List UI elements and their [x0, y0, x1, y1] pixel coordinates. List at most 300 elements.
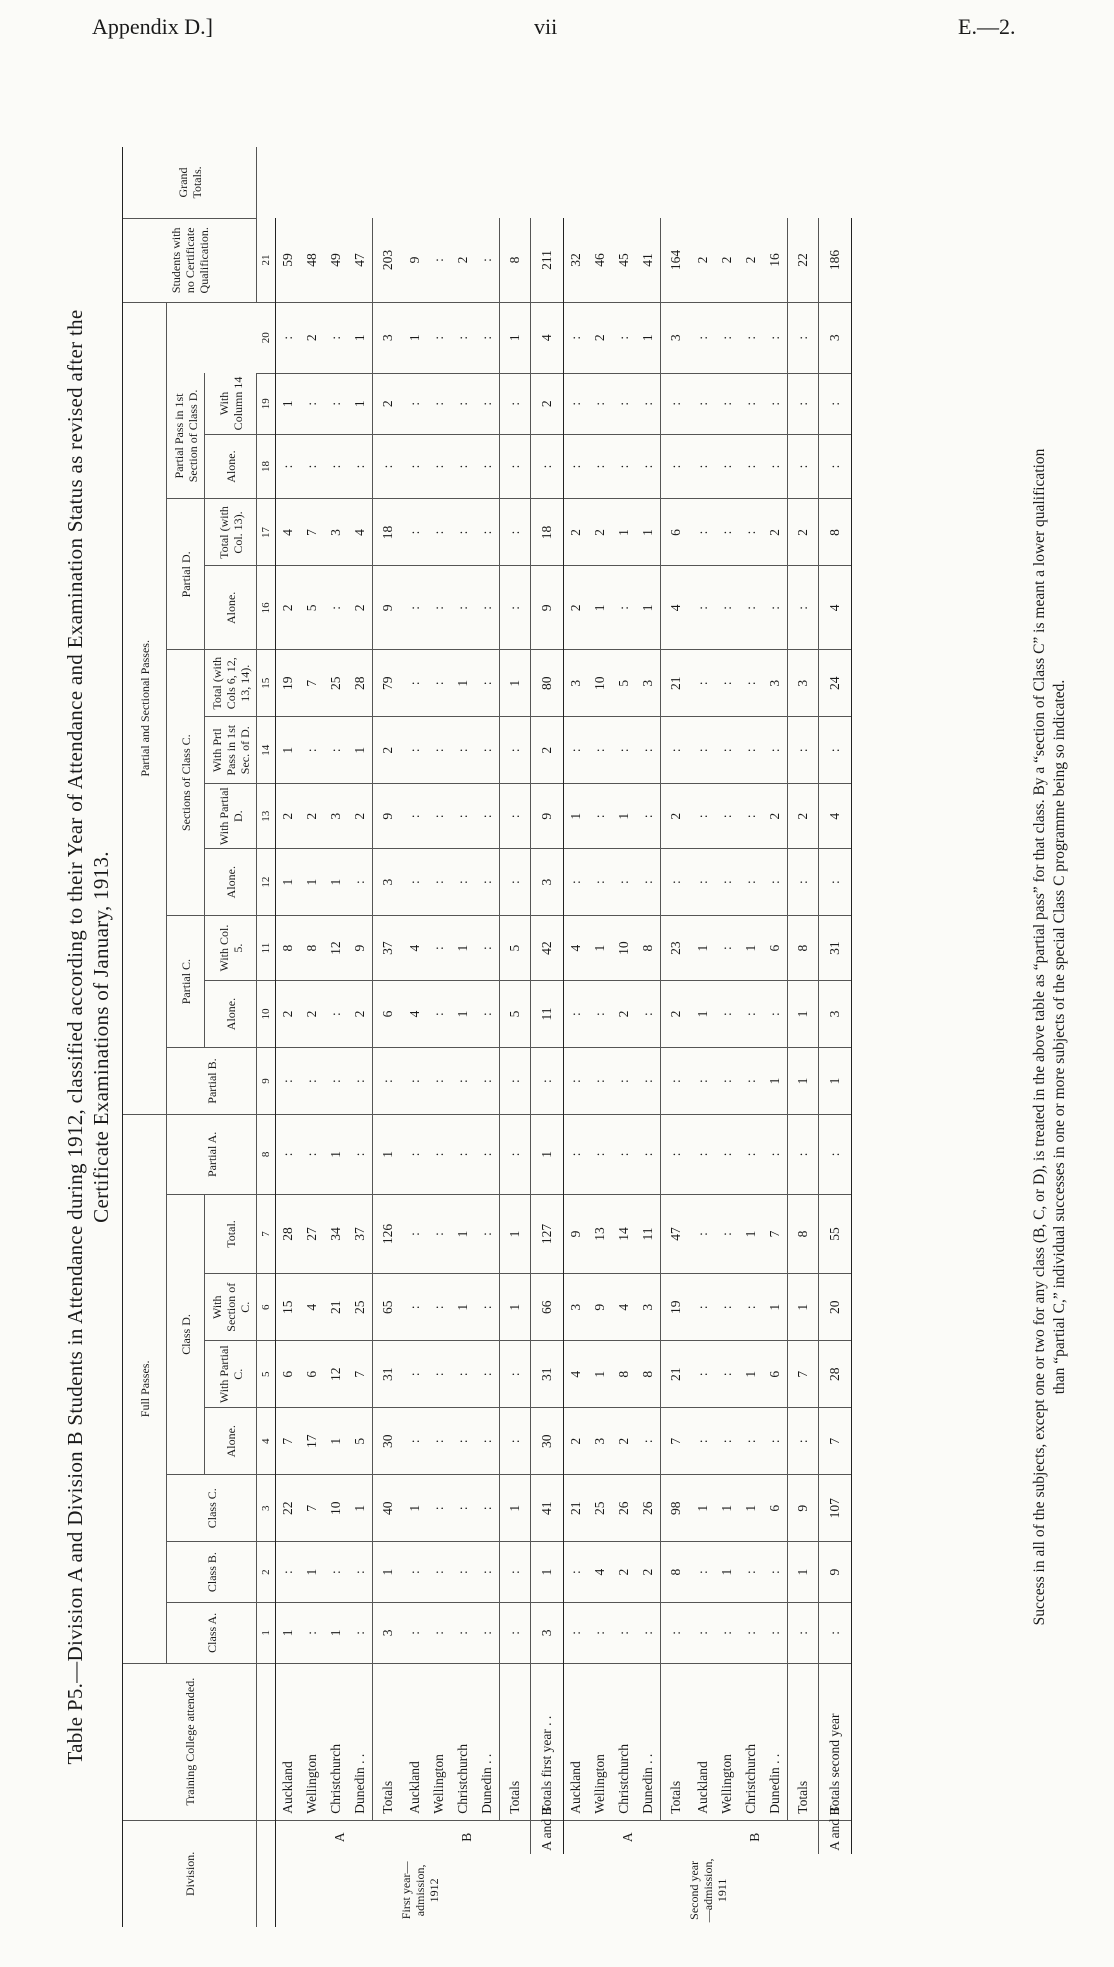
table-cell: 1 — [588, 916, 612, 981]
table-cell: 8 — [500, 218, 531, 302]
row-label: Totals — [661, 1663, 692, 1820]
table-cell: : — [475, 1194, 500, 1274]
table-cell: : — [763, 302, 788, 373]
division-a-and-b: A and B — [531, 1820, 564, 1854]
table-cell: 1 — [500, 302, 531, 373]
table-cell: : — [403, 849, 427, 916]
table-row — [739, 147, 763, 1927]
table-cell: : — [715, 784, 739, 849]
table-cell: : — [324, 566, 348, 650]
table-cell: : — [788, 302, 819, 373]
footnote-line-1: Success in all of the subjects, except one or two for any class (B, C, or D), is treated in the above table as “partial pass” for that class. By a “section of Class C” is meant a lower qualification — [1031, 448, 1048, 1626]
row-label: Dunedin . . — [475, 1663, 500, 1820]
table-row — [636, 147, 661, 1927]
table-cell: 203 — [373, 218, 404, 302]
table-cell: 21 — [661, 650, 692, 717]
table-cell: : — [500, 434, 531, 499]
table-cell: 1 — [763, 1048, 788, 1115]
column-number: 4 — [257, 1408, 276, 1475]
table-cell: 1 — [636, 499, 661, 566]
header-sections-c: Sections of Class C. — [167, 650, 205, 916]
table-cell: : — [403, 1048, 427, 1115]
column-number: 15 — [257, 650, 276, 717]
table-cell: 2 — [300, 981, 324, 1048]
table-cell: 4 — [661, 566, 692, 650]
table-row — [324, 147, 348, 1927]
table-cell: 2 — [739, 218, 763, 302]
table-cell: 8 — [819, 499, 852, 566]
table-cell: 2 — [661, 784, 692, 849]
table-cell: 2 — [451, 218, 475, 302]
table-cell: : — [819, 434, 852, 499]
header-pd-total: Total (with Col. 13). — [205, 499, 257, 566]
table-cell: : — [324, 1542, 348, 1603]
row-label: Dunedin . . — [763, 1663, 788, 1820]
table-cell: : — [661, 1602, 692, 1663]
table-cell: 1 — [348, 302, 373, 373]
table-cell: 3 — [373, 849, 404, 916]
table-cell: 3 — [661, 302, 692, 373]
table-cell: : — [427, 1274, 451, 1341]
table-cell: 2 — [531, 373, 564, 434]
row-label: Auckland — [403, 1663, 427, 1820]
table-cell: : — [300, 434, 324, 499]
table-cell: 7 — [300, 650, 324, 717]
column-number: 7 — [257, 1194, 276, 1274]
table-cell: : — [763, 566, 788, 650]
table-cell: 1 — [691, 981, 715, 1048]
table-row — [451, 147, 475, 1927]
table-cell: : — [300, 717, 324, 784]
header-pd-alone: Alone. — [205, 566, 257, 650]
table-cell: : — [691, 1115, 715, 1195]
table-cell: : — [739, 434, 763, 499]
table-cell: : — [636, 717, 661, 784]
table-cell: 2 — [715, 218, 739, 302]
table-cell: 31 — [819, 916, 852, 981]
table-cell: : — [763, 434, 788, 499]
table-cell: 9 — [373, 566, 404, 650]
header-class-c: Class C. — [167, 1475, 257, 1542]
column-numbers-row — [257, 147, 276, 1927]
table-cell: 66 — [531, 1274, 564, 1341]
table-cell: 9 — [564, 1194, 589, 1274]
table-cell: 22 — [788, 218, 819, 302]
table-cell: 5 — [300, 566, 324, 650]
table-cell: : — [564, 717, 589, 784]
table-cell: 3 — [324, 784, 348, 849]
table-cell: 8 — [636, 1341, 661, 1408]
table-row — [276, 147, 301, 1927]
table-cell: 1 — [500, 1274, 531, 1341]
table-cell: : — [451, 1341, 475, 1408]
table-cell: 1 — [636, 566, 661, 650]
table-cell: : — [739, 1408, 763, 1475]
table-cell: : — [661, 1115, 692, 1195]
table-cell: 18 — [531, 499, 564, 566]
table-cell: : — [403, 1115, 427, 1195]
table-cell: 1 — [276, 373, 301, 434]
table-cell: : — [564, 1115, 589, 1195]
table-cell: 2 — [348, 784, 373, 849]
table-cell: 7 — [300, 1475, 324, 1542]
table-cell: : — [500, 717, 531, 784]
table-cell: : — [427, 650, 451, 717]
table-cell: : — [715, 650, 739, 717]
table-cell: : — [300, 373, 324, 434]
table-cell: : — [348, 1542, 373, 1603]
table-cell: : — [451, 373, 475, 434]
table-cell: : — [427, 1115, 451, 1195]
table-cell: 107 — [819, 1475, 852, 1542]
table-cell: 1 — [819, 1048, 852, 1115]
table-cell: 1 — [564, 784, 589, 849]
table-cell: 1 — [739, 1194, 763, 1274]
table-cell: 1 — [276, 849, 301, 916]
table-cell: 4 — [300, 1274, 324, 1341]
table-cell: : — [739, 566, 763, 650]
table-cell: 7 — [819, 1408, 852, 1475]
table-cell: 10 — [612, 916, 636, 981]
table-cell: : — [531, 1048, 564, 1115]
table-cell: : — [475, 302, 500, 373]
table-cell: 1 — [451, 650, 475, 717]
header-p1d-alone: Alone. — [205, 434, 257, 499]
table-cell: : — [427, 1048, 451, 1115]
table-cell: : — [763, 1115, 788, 1195]
table-cell: : — [739, 1115, 763, 1195]
table-cell: 7 — [276, 1408, 301, 1475]
header-page-number: vii — [534, 14, 558, 39]
group-first-year: First year—admission, 1912 — [398, 1861, 441, 1920]
table-cell: 9 — [348, 916, 373, 981]
table-cell: : — [531, 434, 564, 499]
row-label: Wellington — [715, 1663, 739, 1820]
table-cell: : — [451, 1048, 475, 1115]
header-division: Division. — [123, 1820, 257, 1927]
table-cell: : — [451, 1408, 475, 1475]
table-cell: : — [427, 981, 451, 1048]
header-partial-c: Partial C. — [167, 916, 205, 1048]
table-cell: : — [451, 566, 475, 650]
column-number: 17 — [257, 499, 276, 566]
table-title — [62, 147, 114, 1927]
table-cell: 2 — [612, 1408, 636, 1475]
table-cell: 2 — [276, 784, 301, 849]
row-label: Christchurch — [612, 1663, 636, 1820]
table-cell: : — [739, 1602, 763, 1663]
row-label: Dunedin . . — [636, 1663, 661, 1820]
column-number: 18 — [257, 434, 276, 499]
header-p1d-with-col14: With Column 14 — [205, 373, 257, 434]
table-cell: 5 — [500, 981, 531, 1048]
table-cell: 4 — [612, 1274, 636, 1341]
table-cell: 4 — [819, 784, 852, 849]
column-number: 5 — [257, 1341, 276, 1408]
table-cell: : — [427, 1408, 451, 1475]
table-cell: : — [739, 1274, 763, 1341]
table-cell: : — [661, 849, 692, 916]
table-cell: 9 — [531, 784, 564, 849]
table-cell: 2 — [588, 499, 612, 566]
table-cell: : — [276, 434, 301, 499]
table-cell: 1 — [531, 1115, 564, 1195]
table-cell: 1 — [788, 1542, 819, 1603]
table-cell: : — [691, 650, 715, 717]
table-cell: 65 — [373, 1274, 404, 1341]
header-sc-with-prtl-pass: With Prtl Pass in 1st Sec. of D. — [205, 717, 257, 784]
table-cell: 3 — [531, 849, 564, 916]
table-cell: 3 — [588, 1408, 612, 1475]
table-cell: : — [475, 1115, 500, 1195]
table-cell: : — [691, 302, 715, 373]
table-cell: 12 — [324, 1341, 348, 1408]
column-number: 10 — [257, 981, 276, 1048]
table-cell: : — [427, 1341, 451, 1408]
table-row — [588, 147, 612, 1927]
table-row — [715, 147, 739, 1927]
grand-total-row — [531, 147, 564, 1927]
table-cell: 211 — [531, 218, 564, 302]
table-cell: 6 — [763, 916, 788, 981]
column-number: 1 — [257, 1602, 276, 1663]
table-cell: : — [691, 566, 715, 650]
table-cell: 164 — [661, 218, 692, 302]
totals-row — [500, 147, 531, 1927]
table-cell: : — [427, 849, 451, 916]
table-cell: 37 — [348, 1194, 373, 1274]
column-number: 21 — [257, 218, 276, 302]
footnote — [1030, 187, 1070, 1887]
table-cell: : — [427, 302, 451, 373]
table-cell: 1 — [788, 1048, 819, 1115]
table-cell: : — [475, 784, 500, 849]
table-cell: 2 — [373, 373, 404, 434]
table-cell: : — [324, 981, 348, 1048]
table-cell: : — [500, 1542, 531, 1603]
table-cell: : — [403, 434, 427, 499]
table-cell: 1 — [300, 849, 324, 916]
table-cell: : — [300, 1048, 324, 1115]
table-cell: : — [715, 373, 739, 434]
table-cell: : — [788, 717, 819, 784]
column-number: 6 — [257, 1274, 276, 1341]
table-cell: 1 — [691, 916, 715, 981]
table-cell: 4 — [403, 916, 427, 981]
table-cell: : — [403, 1341, 427, 1408]
division-a: A — [619, 1832, 635, 1843]
table-cell: : — [276, 302, 301, 373]
table-cell: : — [612, 1115, 636, 1195]
table-cell: 41 — [531, 1475, 564, 1542]
title-line-2: Certificate Examinations of January, 1913. — [89, 851, 113, 1223]
table-cell: : — [348, 1602, 373, 1663]
division-b: B — [746, 1832, 762, 1842]
table-cell: : — [427, 373, 451, 434]
table-cell: : — [612, 849, 636, 916]
table-cell: : — [427, 499, 451, 566]
table-row — [427, 147, 451, 1927]
table-cell: 2 — [612, 981, 636, 1048]
table-cell: 2 — [763, 499, 788, 566]
header-right: E.—2. — [958, 14, 1016, 39]
table-cell: 3 — [324, 499, 348, 566]
table-cell: 37 — [373, 916, 404, 981]
table-cell: : — [475, 1602, 500, 1663]
table-cell: 3 — [819, 302, 852, 373]
table-cell: : — [636, 1408, 661, 1475]
table-cell: 25 — [324, 650, 348, 717]
table-cell: 2 — [763, 784, 788, 849]
table-cell: : — [427, 784, 451, 849]
table-cell: 46 — [588, 218, 612, 302]
table-cell: : — [324, 1048, 348, 1115]
table-cell: : — [715, 981, 739, 1048]
table-cell: : — [636, 981, 661, 1048]
table-cell: : — [612, 566, 636, 650]
header-college: Training College attended. — [123, 1663, 257, 1820]
table-cell: : — [788, 566, 819, 650]
table-cell: : — [588, 717, 612, 784]
table-cell: 4 — [819, 566, 852, 650]
table-cell: 2 — [373, 717, 404, 784]
table-cell: : — [427, 1542, 451, 1603]
table-cell: : — [612, 373, 636, 434]
table-cell: : — [788, 1115, 819, 1195]
table-cell: : — [739, 650, 763, 717]
table-cell: : — [500, 499, 531, 566]
table-cell: 4 — [588, 1542, 612, 1603]
table-cell: : — [588, 434, 612, 499]
table-cell: 8 — [276, 916, 301, 981]
table-cell: : — [403, 566, 427, 650]
table-cell: : — [348, 1048, 373, 1115]
table-cell: : — [588, 784, 612, 849]
table-cell: : — [612, 434, 636, 499]
table-cell: : — [427, 566, 451, 650]
table-cell: : — [588, 981, 612, 1048]
table-cell: : — [564, 1542, 589, 1603]
table-cell: 1 — [451, 1194, 475, 1274]
table-cell: 25 — [588, 1475, 612, 1542]
table-cell: 5 — [348, 1408, 373, 1475]
table-cell: 2 — [564, 499, 589, 566]
table-cell: : — [451, 302, 475, 373]
table-cell: 19 — [276, 650, 301, 717]
table-cell: 45 — [612, 218, 636, 302]
table-cell: : — [475, 1274, 500, 1341]
table-cell: : — [403, 784, 427, 849]
table-cell: : — [564, 373, 589, 434]
table-cell: : — [427, 717, 451, 784]
table-cell: : — [715, 1194, 739, 1274]
table-cell: 3 — [788, 650, 819, 717]
table-cell: : — [739, 499, 763, 566]
table-cell: 1 — [612, 499, 636, 566]
table-cell: 2 — [691, 218, 715, 302]
table-cell: : — [403, 373, 427, 434]
table-cell: : — [324, 302, 348, 373]
table-cell: 2 — [636, 1542, 661, 1603]
table-cell: : — [739, 302, 763, 373]
table-cell: 5 — [612, 650, 636, 717]
table-cell: : — [588, 1602, 612, 1663]
table-cell: 1 — [276, 717, 301, 784]
table-cell: 1 — [636, 302, 661, 373]
table-cell: : — [403, 1194, 427, 1274]
table-cell: : — [636, 849, 661, 916]
table-cell: 1 — [451, 981, 475, 1048]
table-cell: : — [475, 650, 500, 717]
table-cell: 34 — [324, 1194, 348, 1274]
table-cell: 1 — [403, 302, 427, 373]
row-label: Totals second year — [819, 1663, 852, 1820]
table-cell: 7 — [300, 499, 324, 566]
table-cell: 7 — [763, 1194, 788, 1274]
table-cell: 2 — [348, 981, 373, 1048]
table-cell: 1 — [715, 1542, 739, 1603]
header-class-b: Class B. — [167, 1542, 257, 1603]
table-cell: 13 — [588, 1194, 612, 1274]
table-cell: : — [691, 1048, 715, 1115]
table-cell: : — [500, 1048, 531, 1115]
header-partial-b: Partial B. — [167, 1048, 257, 1115]
table-cell: 1 — [324, 1602, 348, 1663]
table-cell: : — [739, 1542, 763, 1603]
table-cell: : — [819, 1115, 852, 1195]
table-cell: : — [763, 849, 788, 916]
table-cell: : — [715, 717, 739, 784]
table-cell: 8 — [788, 1194, 819, 1274]
table-cell: : — [427, 1475, 451, 1542]
table-cell: : — [500, 1602, 531, 1663]
table-cell: 4 — [564, 1341, 589, 1408]
table-cell: : — [500, 1341, 531, 1408]
group-second-year: Second year—admission, 1911 — [686, 1858, 729, 1923]
table-cell: 3 — [531, 1602, 564, 1663]
rotated-table-page — [0, 107, 1114, 1967]
row-label: Wellington — [427, 1663, 451, 1820]
header-partial-d: Partial D. — [167, 499, 205, 650]
table-cell: : — [819, 373, 852, 434]
column-number: 3 — [257, 1475, 276, 1542]
table-cell: 10 — [324, 1475, 348, 1542]
table-cell: : — [451, 1542, 475, 1603]
table-cell: : — [691, 1194, 715, 1274]
table-cell: 2 — [788, 784, 819, 849]
table-cell: 30 — [373, 1408, 404, 1475]
table-cell: : — [451, 784, 475, 849]
column-number: 2 — [257, 1542, 276, 1603]
table-cell: : — [500, 1115, 531, 1195]
table-cell: 9 — [373, 784, 404, 849]
table-cell: 19 — [661, 1274, 692, 1341]
table-cell: : — [276, 1115, 301, 1195]
table-cell: : — [691, 1274, 715, 1341]
table-cell: 1 — [691, 1475, 715, 1542]
table-cell: : — [763, 1602, 788, 1663]
table-cell: : — [588, 1115, 612, 1195]
table-cell: 9 — [531, 566, 564, 650]
table-cell: : — [324, 717, 348, 784]
table-cell: 28 — [348, 650, 373, 717]
column-number: 12 — [257, 849, 276, 916]
table-cell: 2 — [564, 1408, 589, 1475]
table-cell: : — [691, 1408, 715, 1475]
table-cell: 6 — [300, 1341, 324, 1408]
table-cell: : — [373, 434, 404, 499]
table-cell: 2 — [300, 302, 324, 373]
